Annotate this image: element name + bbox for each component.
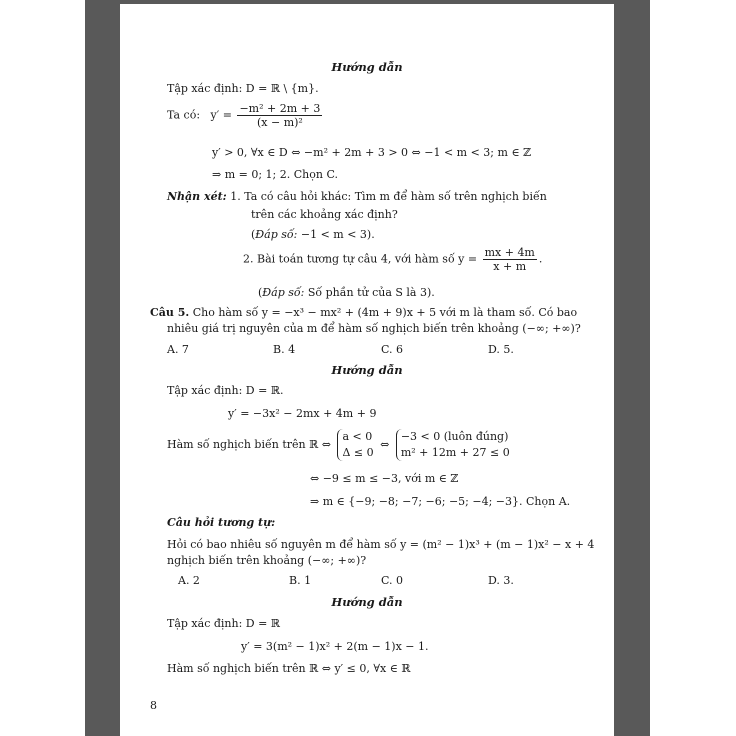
document-page xyxy=(120,4,614,736)
system-2 xyxy=(396,429,510,461)
yprime: y′ = xyxy=(210,108,232,122)
remark-item2: 2. Bài toán tương tự câu 4, với hàm số y = $\frac{mx + 4m}{x + m}$ . xyxy=(243,246,543,273)
remark-answer1: (Đáp số: −1 < m < 3). xyxy=(251,228,375,241)
sys-row: m² + 12m + 27 ≤ 0 xyxy=(400,446,510,459)
sys-row: −3 < 0 (luôn đúng) xyxy=(400,430,509,443)
heading-huong-dan: Hướng dẫn xyxy=(331,60,403,74)
domain-line: Tập xác định: D = ℝ. xyxy=(167,384,284,397)
option-a: A. 2 xyxy=(178,574,200,587)
denominator: (x − m)² xyxy=(257,116,303,129)
question5-line1 xyxy=(150,306,577,320)
domain-line: Tập xác định: D = ℝ \ {m}. xyxy=(167,82,319,95)
remark-item1-cont: trên các khoảng xác định? xyxy=(251,208,398,221)
heading-huong-dan: Hướng dẫn xyxy=(331,363,403,377)
heading-huong-dan: Hướng dẫn xyxy=(331,595,403,609)
option-a: A. 7 xyxy=(167,343,189,356)
question-label: Câu 5. xyxy=(150,306,190,319)
sys-row: Δ ≤ 0 xyxy=(342,446,374,459)
option-c: C. 0 xyxy=(381,574,404,587)
answer-label: Đáp số: xyxy=(262,286,305,299)
domain-line: Tập xác định: D = ℝ xyxy=(167,617,280,630)
answer: −1 < m < 3). xyxy=(300,228,375,241)
page-number: 8 xyxy=(150,699,157,712)
derivative-line: y′ = −3x² − 2mx + 4m + 9 xyxy=(228,407,377,420)
result-line: ⇒ m = 0; 1; 2. Chọn C. xyxy=(212,168,338,181)
remark-text: 1. Ta có câu hỏi khác: Tìm m để hàm số trên nghịch biến xyxy=(230,190,547,203)
result-line: ⇒ m ∈ {−9; −8; −7; −6; −5; −4; −3}. Chọn A. xyxy=(310,495,571,508)
iff: ⇔ xyxy=(380,438,390,451)
remark-label: Nhận xét: xyxy=(167,190,227,203)
cond-label: Hàm số nghịch biến trên ℝ ⇔ xyxy=(167,438,331,451)
system-line xyxy=(167,429,513,461)
similar-line2: nghịch biến trên khoảng (−∞; +∞)? xyxy=(167,554,367,567)
fraction xyxy=(237,102,322,129)
condition-line: Hàm số nghịch biến trên ℝ ⇔ y′ ≤ 0, ∀x ∈ ℝ xyxy=(167,662,411,675)
answer: Số phần tử của S là 3). xyxy=(307,286,435,299)
remark-answer2: (Đáp số: Số phần tử của S là 3). xyxy=(258,286,435,299)
fraction xyxy=(483,246,537,273)
range-line: ⇔ −9 ≤ m ≤ −3, với m ∈ ℤ xyxy=(310,472,459,485)
sys-row: a < 0 xyxy=(342,430,373,443)
similar-label: Câu hỏi tương tự: xyxy=(167,516,276,529)
question5-line2: nhiêu giá trị nguyên của m để hàm số nghịch biến trên khoảng (−∞; +∞)? xyxy=(167,322,581,335)
option-b: B. 4 xyxy=(273,343,296,356)
similar-line1: Hỏi có bao nhiêu số nguyên m để hàm số y = (m² − 1)x³ + (m − 1)x² − x + 4 xyxy=(167,538,595,551)
numerator: mx + 4m xyxy=(484,246,535,259)
option-d: D. 3. xyxy=(488,574,514,587)
system-1 xyxy=(337,429,373,461)
answer-label: Đáp số: xyxy=(255,228,298,241)
question-text: Cho hàm số y = −x³ − mx² + (4m + 9)x + 5 với m là tham số. Có bao xyxy=(192,306,578,319)
option-d: D. 5. xyxy=(488,343,514,356)
ta-co: Ta có: xyxy=(167,108,201,122)
condition-line: y′ > 0, ∀x ∈ D ⇔ −m² + 2m + 3 > 0 ⇔ −1 < m < 3; m ∈ ℤ xyxy=(212,146,532,159)
numerator: −m² + 2m + 3 xyxy=(239,102,321,115)
option-b: B. 1 xyxy=(289,574,312,587)
option-c: C. 6 xyxy=(381,343,404,356)
derivative-fraction-line xyxy=(167,102,324,129)
denominator: x + m xyxy=(493,260,527,273)
item2-text: 2. Bài toán tương tự câu 4, với hàm số y = xyxy=(243,252,478,266)
remark-item1 xyxy=(167,190,547,204)
derivative-line: y′ = 3(m² − 1)x² + 2(m − 1)x − 1. xyxy=(241,640,429,653)
